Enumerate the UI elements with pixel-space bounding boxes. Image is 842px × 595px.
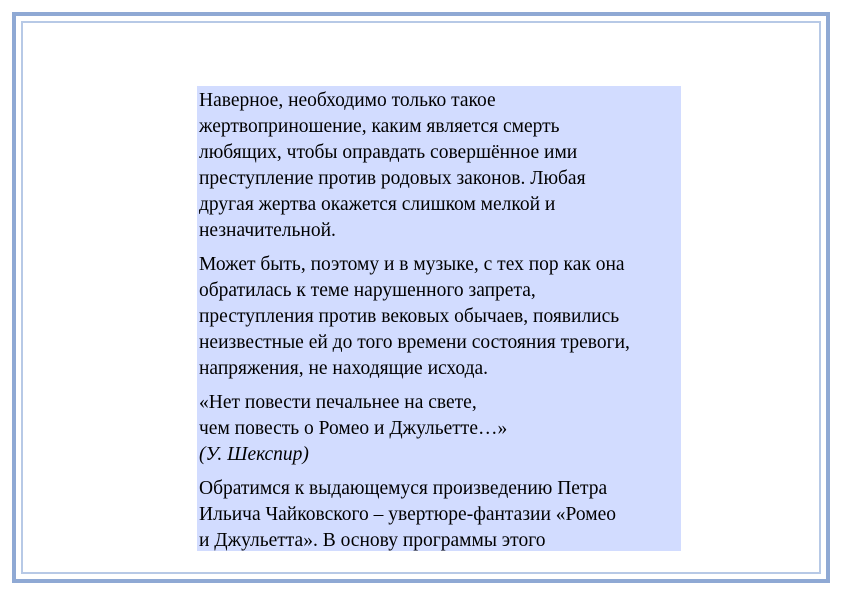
paragraph-2: Может быть, поэтому и в музыке, с тех пор как она обратилась к теме нарушенного запрета, преступления против вековых обычаев, появились неизвестные ей до того времени состояния тревоги, напряжения, не находящие исхода. (199, 254, 630, 379)
paragraph-3: Обратимся к выдающемуся произведению Петра Ильича Чайковского – увертюре-фантазии «Ромео и Джульетта». В основу программы этого (199, 478, 617, 551)
text-box (197, 86, 681, 551)
quote-attribution: (У. Шекспир) (199, 444, 309, 465)
shakespeare-quote: «Нет повести печальнее на свете, чем повесть о Ромео и Джульетте…» (199, 392, 508, 439)
paragraph-1: Наверное, необходимо только такое жертвоприношение, каким является смерть любящих, чтобы оправдать совершённое ими преступление против родовых законов. Любая другая жертва окажется слишком мелкой и незначительной. (199, 90, 586, 241)
